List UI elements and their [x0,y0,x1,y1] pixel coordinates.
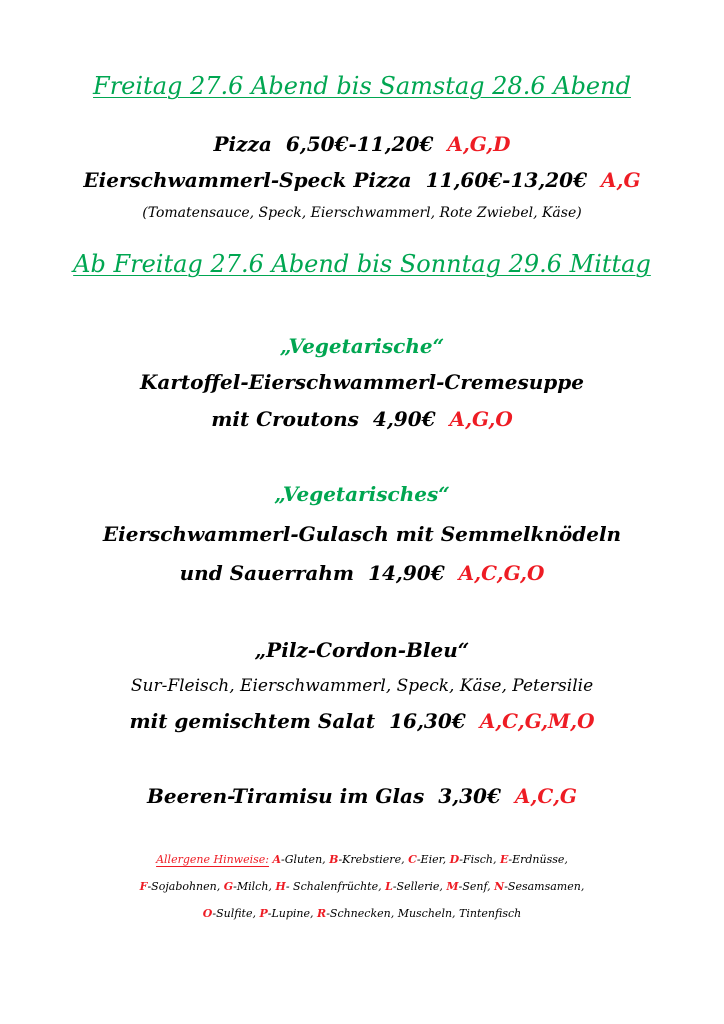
cordon-allergens: A,C,G,M,O [479,709,595,733]
allergen-text: -Eier, [416,853,447,866]
gulasch-price: 14,90€ [368,561,445,585]
soup-line2 [0,407,724,431]
allergen-text: -Erdnüsse, [508,853,568,866]
allergen-text: -Sojabohnen, [147,880,221,893]
gulasch-detail: und Sauerrahm [179,561,355,585]
soup-detail: mit Croutons [211,407,359,431]
allergen-text: -Sesamsamen, [504,880,585,893]
allergen-code: P [259,907,268,920]
allergen-code: O [202,907,213,920]
allergen-text: -Fisch, [459,853,497,866]
cordon-line2 [0,709,724,733]
soup-allergens: A,G,O [449,407,513,431]
allergen-line-2 [0,880,724,893]
allergen-line-1 [0,853,724,866]
allergen-code: C [408,853,417,866]
allergen-code: B [329,853,339,866]
allergen-text: -Krebstiere, [338,853,405,866]
speck-pizza-allergens: A,G [601,168,641,192]
allergen-text: -Schnecken, Muscheln, Tintenfisch [326,907,522,920]
dessert-price: 3,30€ [438,784,501,808]
dessert-name: Beeren-Tiramisu im Glas [147,784,425,808]
cordon-tag: „Pilz-Cordon-Bleu“ [254,638,470,662]
dessert-line [0,784,724,808]
dessert-allergens: A,C,G [514,784,577,808]
header-friday-sunday: Ab Freitag 27.6 Abend bis Sonntag 29.6 Mittag [73,250,651,278]
allergen-text: -Gluten, [281,853,326,866]
allergen-text: -Senf, [458,880,491,893]
pizza-name: Pizza [213,132,272,156]
allergen-label: Allergene Hinweise: [156,853,269,866]
allergen-text: -Sellerie, [392,880,443,893]
gulasch-name: Eierschwammerl-Gulasch mit Semmelknödeln [102,522,622,546]
allergen-code: M [446,880,459,893]
allergen-code: F [139,880,148,893]
pizza-allergens: A,G,D [447,132,511,156]
speck-pizza-line [0,168,724,192]
cordon-price: 16,30€ [389,709,466,733]
allergen-code: N [494,880,505,893]
soup-name: Kartoffel-Eierschwammerl-Cremesuppe [140,370,584,394]
allergen-text: -Lupine, [267,907,314,920]
cordon-description: Sur-Fleisch, Eierschwammerl, Speck, Käse, Petersilie [130,676,594,696]
speck-pizza-note: (Tomatensauce, Speck, Eierschwammerl, Rote Zwiebel, Käse) [142,205,582,221]
allergen-code: R [317,907,327,920]
allergen-text: -Milch, [233,880,272,893]
allergen-code: E [499,853,509,866]
pizza-line [0,132,724,156]
allergen-code: H [275,880,286,893]
gulasch-line2 [0,561,724,585]
allergen-code: A [272,853,282,866]
allergen-code: G [223,880,234,893]
soup-tag: „Vegetarische“ [279,334,445,358]
header-friday-saturday: Freitag 27.6 Abend bis Samstag 28.6 Abend [93,72,631,100]
pizza-price: 6,50€-11,20€ [285,132,434,156]
speck-pizza-price: 11,60€-13,20€ [425,168,588,192]
speck-pizza-name: Eierschwammerl-Speck Pizza [83,168,412,192]
allergen-text: -Sulfite, [212,907,256,920]
allergen-line-3 [0,907,724,920]
allergen-code: L [385,880,393,893]
allergen-text: - Schalenfrüchte, [285,880,382,893]
cordon-detail: mit gemischtem Salat [129,709,376,733]
gulasch-allergens: A,C,G,O [458,561,545,585]
soup-price: 4,90€ [372,407,436,431]
gulasch-tag: „Vegetarisches“ [274,482,450,506]
allergen-code: D [449,853,460,866]
